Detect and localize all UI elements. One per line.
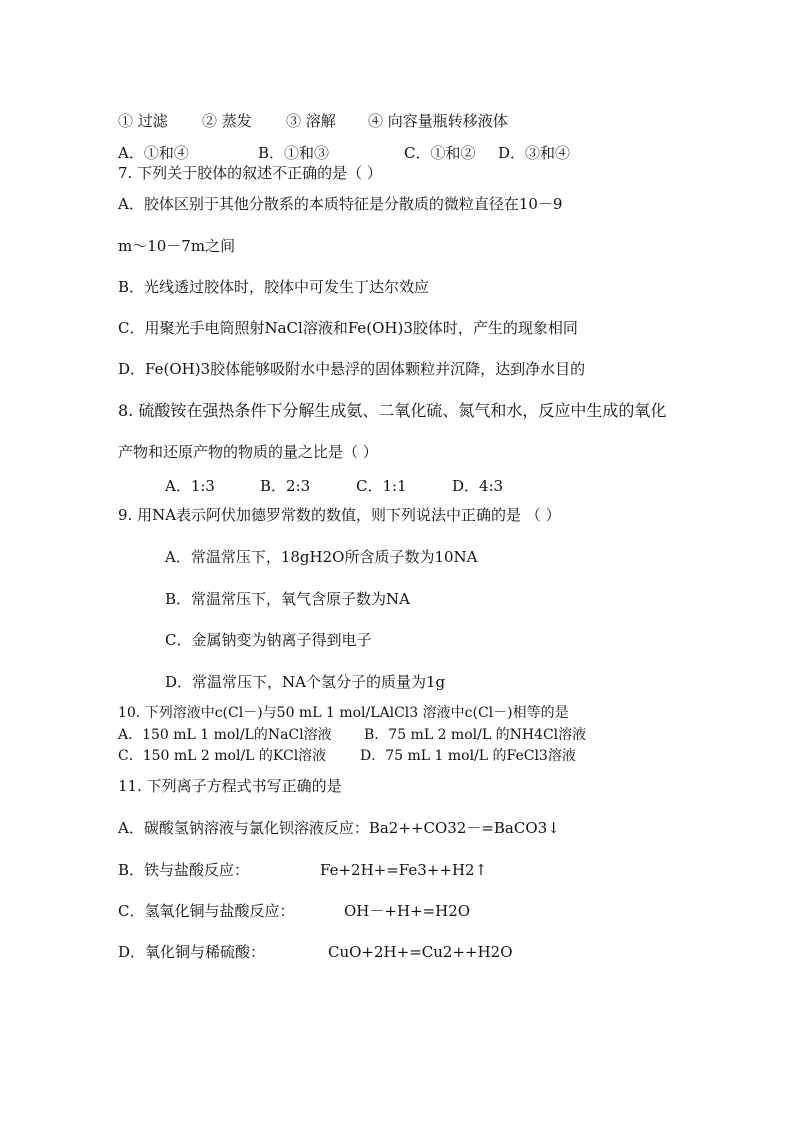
q6-option-c: C．①和② [404,144,476,162]
q7-option-a-line2: m～10－7m之间 [118,237,236,255]
q8-option-c: C．1:1 [356,477,407,495]
options-item-3: ③ 溶解 [286,112,336,130]
q8-stem-line2: 产物和还原产物的物质的量之比是（ ） [118,443,378,461]
q7-option-a-line1: A．胶体区别于其他分散系的本质特征是分散质的微粒直径在10－9 [118,195,563,213]
q11-option-d-equation: CuO+2H+=Cu2++H2O [328,943,513,961]
q7-stem: 7. 下列关于胶体的叙述不正确的是（ ） [118,164,382,182]
q11-option-d-label: D．氧化铜与稀硫酸： [118,943,266,961]
q11-option-a: A．碳酸氢钠溶液与氯化钡溶液反应：Ba2++CO32－=BaCO3↓ [118,819,560,837]
q10-option-c: C．150 mL 2 mol/L 的KCl溶液 [118,748,327,764]
q8-option-a: A．1:3 [165,477,215,495]
q9-option-b: B．常温常压下，氧气含原子数为NA [165,590,410,608]
q6-option-d: D．③和④ [498,144,571,162]
q10-stem: 10. 下列溶液中c(Cl－)与50 mL 1 mol/LAlCl3 溶液中c(Cl－)相等的是 [118,705,569,721]
q11-stem: 11. 下列离子方程式书写正确的是 [118,777,342,795]
q10-option-d: D．75 mL 1 mol/L 的FeCl3溶液 [360,748,576,764]
options-item-2: ② 蒸发 [202,112,252,130]
q9-option-a: A．常温常压下，18gH2O所含质子数为10NA [165,548,478,566]
q6-option-b: B．①和③ [258,144,330,162]
q6-option-a: A．①和④ [118,144,189,162]
q8-stem-line1: 8. 硫酸铵在强热条件下分解生成氨、二氧化硫、氮气和水，反应中生成的氧化 [118,401,667,420]
q11-option-b-equation: Fe+2H+=Fe3++H2↑ [320,861,488,879]
q7-option-b: B．光线透过胶体时，胶体中可发生丁达尔效应 [118,278,430,296]
q11-option-c-label: C．氢氧化铜与盐酸反应： [118,902,295,920]
q9-option-d: D．常温常压下，NA个氢分子的质量为1g [165,673,446,691]
options-item-1: ① 过滤 [118,112,168,130]
q7-option-c: C．用聚光手电筒照射NaCl溶液和Fe(OH)3胶体时，产生的现象相同 [118,319,578,337]
q7-option-d: D．Fe(OH)3胶体能够吸附水中悬浮的固体颗粒并沉降，达到净水目的 [118,360,586,378]
options-item-4: ④ 向容量瓶转移液体 [368,112,508,130]
q11-option-c-equation: OH－+H+=H2O [344,902,471,920]
q9-stem: 9. 用NA表示阿伏加德罗常数的数值，则下列说法中正确的是 （ ） [118,506,561,524]
q8-option-b: B．2:3 [260,477,311,495]
q10-option-b: B．75 mL 2 mol/L 的NH4Cl溶液 [364,727,587,743]
q8-option-d: D．4:3 [452,477,504,495]
q9-option-c: C．金属钠变为钠离子得到电子 [165,631,372,649]
q10-option-a: A．150 mL 1 mol/L的NaCl溶液 [118,727,332,743]
q11-option-b-label: B．铁与盐酸反应： [118,861,250,879]
